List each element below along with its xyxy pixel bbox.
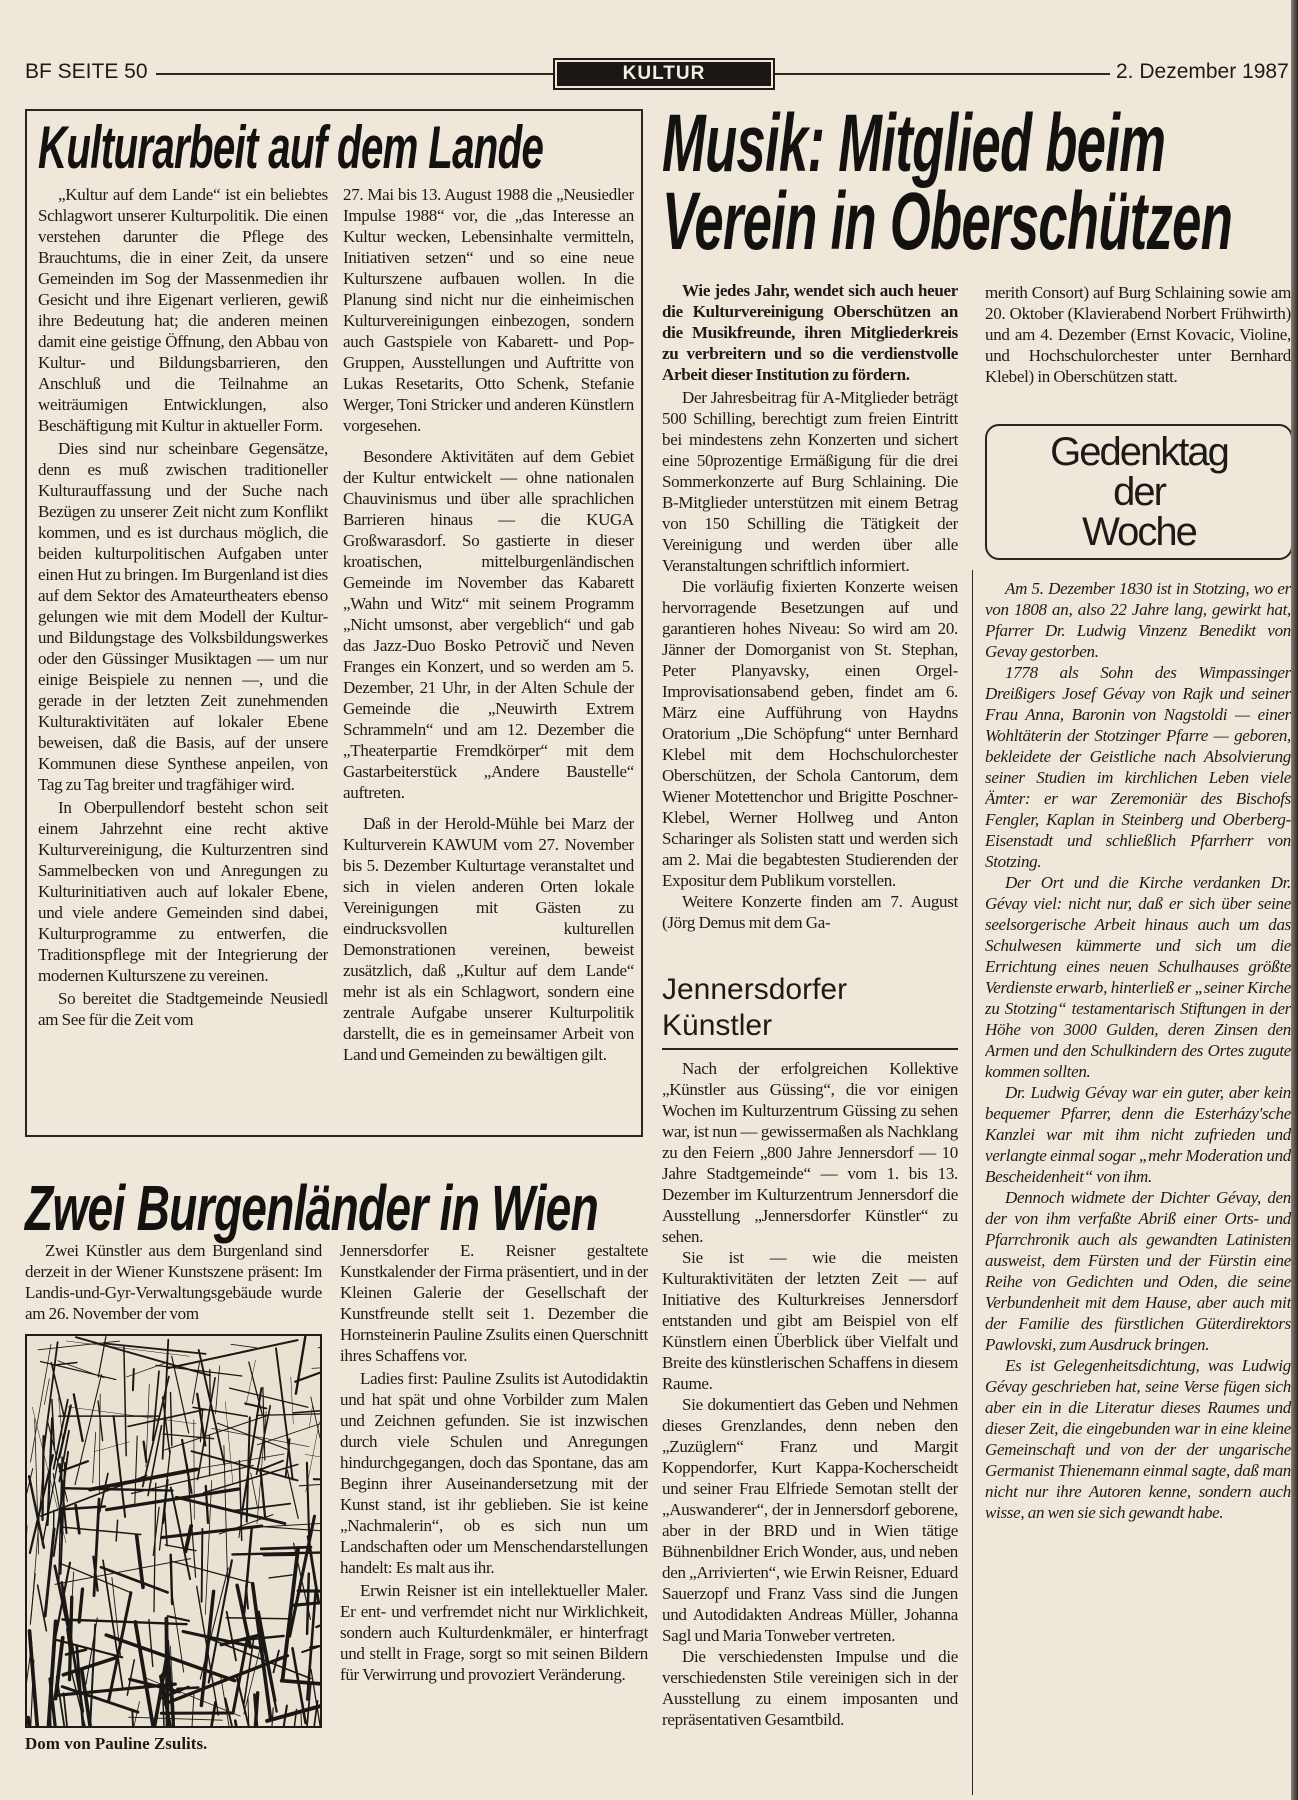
- paragraph: Weitere Konzerte finden am 7. August (Jörg Demus mit dem Ga-: [662, 892, 958, 932]
- header-rule-right: [775, 73, 1110, 75]
- sketch-stroke: [227, 1612, 236, 1661]
- sketch-stroke: [202, 1529, 203, 1602]
- sketch-stroke: [127, 1363, 166, 1377]
- sketch-stroke: [165, 1545, 196, 1551]
- gedenktag-title-line: der: [1113, 470, 1165, 514]
- sketch-stroke: [301, 1714, 303, 1726]
- paragraph: Sie ist — wie die meisten Kulturaktivitäten der letzten Zeit — auf Initiative des Kulturkreises Jennersdorf entstanden und gibt am Beispiel von elf Künstlern einen Überblick über Vielfalt und Breite des künstlerischen Schaffens in diesem Raume.: [662, 1248, 958, 1393]
- sketch-stroke: [166, 1619, 168, 1726]
- subheadline-rule: [662, 1048, 958, 1050]
- paragraph: Der Ort und die Kirche verdanken Dr. Gévay viel: nicht nur, daß er sich über seine seelsorgerische Arbeit hinaus auch um das Schulwesen kümmerte und sich um die Errichtung eines neuen Schulhauses größte Verdienste erwarb, hinterließ er „seiner Kirche zu Stotzing“ testamentarisch Stiftungen in der Höhe von 3000 Gulden, deren Zinsen den Armen und den Schulkindern des Ortes zugute kommen sollten.: [985, 873, 1291, 1081]
- paragraph: Am 5. Dezember 1830 ist in Stotzing, wo er von 1808 an, also 22 Jahre lang, gewirkt hat, Pfarrer Dr. Ludwig Vinzenz Benedikt von Gevay gestorben.: [985, 579, 1291, 661]
- paragraph: merith Consort) auf Burg Schlaining sowie am 20. Oktober (Klavierabend Norbert Frühwirth) und am 4. Dezember (Ernst Kovacic, Violine, und Hochschulorchester unter Bernhard Klebel) in Oberschützen statt.: [985, 283, 1291, 386]
- paragraph: Besondere Aktivitäten auf dem Gebiet der Kultur entwickelt — ohne nationalen Chauvinismus und über alle sprachlichen Barrieren hinaus — die KUGA Großwarasdorf. So gastierte in dieser kroatischen, mittelburgenländischen Gemeinde im November das Kabarett „Wahn und Witz“ mit seinem Programm „Nicht umsonst, aber vergeblich“ und gab das Jazz-Duo Bosko Petrovič und Neven Franges ein Konzert, und so werden am 5. Dezember, 21 Uhr, in der Alten Schule der Gemeinde die „Neuwirth Extrem Schrammeln“ und am 12. Dezember die „Theaterpartie Fremdkörper“ mit dem Gastarbeiterstück „Andere Baustelle“ auftreten.: [343, 447, 634, 802]
- paragraph: 27. Mai bis 13. August 1988 die „Neusiedler Impulse 1988“ vor, die „das Interesse an Kultur wecken, Lebensinhalte vermitteln, Initiativen setzen“ und so eine neue Kulturszene aufbauen wollen. In die Planung sind nicht nur die einheimischen Kulturvereinigungen einbezogen, sondern auch Gastspiele von Kabarett- und Pop-Gruppen, Ausstellungen und Auftritte von Lukas Resetarits, Otto Schenk, Stefanie Werger, Toni Stricker und anderen Künstlern vorgesehen.: [343, 185, 634, 435]
- sketch-stroke: [314, 1479, 320, 1483]
- article-kulturarbeit-col1: [38, 184, 328, 1132]
- paragraph: So bereitet die Stadtgemeinde Neusiedl am See für die Zeit vom: [38, 989, 328, 1029]
- sketch-stroke: [153, 1507, 159, 1555]
- paragraph: Dennoch widmete der Dichter Gévay, den der von ihm verfaßte Abriß einer Orts- und Pfarrchronik auch als gewandten Latinisten ausweist, dem Fürsten und der Fürstin eine Reihe von Gedichten und Oden, die seine Verbundenheit mit dem Hause, aber auch mit der Familie des fürstlichen Güterdirektors Pawlovski, zum Ausdruck bringen.: [985, 1188, 1291, 1354]
- sketch-stroke: [171, 1393, 172, 1446]
- gedenktag-body: [985, 578, 1291, 1793]
- gedenktag-title-line: Woche: [1082, 510, 1196, 554]
- headline-musik-line1: Musik: Mitglied beim: [662, 98, 1166, 189]
- sketch-stroke: [124, 1347, 126, 1456]
- sketch-stroke: [61, 1527, 141, 1535]
- sketch-stroke: [89, 1625, 95, 1726]
- section-label-text: KULTUR: [557, 62, 771, 86]
- page-number: BF SEITE 50: [25, 60, 148, 83]
- paragraph: In Oberpullendorf besteht schon seit einem Jahrzehnt eine recht aktive Kulturvereinigung, die Kulturzentren sind Sammelbecken von und Anregungen zu Kulturinitiativen auch auf lokaler Ebene, und viele andere Gemeinden sind dabei, Kulturprogramme zu entwerfen, die Traditionspflege mit der Integrierung der modernen Kulturszene zu vereinen.: [38, 798, 328, 985]
- sketch-stroke: [133, 1369, 134, 1390]
- paragraph: Die vorläufig fixierten Konzerte weisen hervorragende Besetzungen auf und garantieren hohes Niveau: So wird am 20. Jänner der Domorganist von St. Stephan, Peter Planyavsky, einen Orgel-Improvisationsabend geben, findet am 6. März eine Aufführung von Haydns Oratorium „Die Schöpfung“ unter Bernhard Klebel mit dem Hochschulorchester Oberschützen, der Schola Cantorum, dem Wiener Motettenchor und Brigitte Poschner-Klebel, Werner Hollweg und Anton Scharinger als Solisten statt und werden sich am 2. Mai die begabtesten Studierenden der Expositur dem Publikum vorstellen.: [662, 577, 958, 890]
- sketch-stroke: [103, 1560, 123, 1688]
- sketch-stroke: [299, 1485, 319, 1486]
- sketch-stroke: [231, 1344, 257, 1348]
- paragraph: Dies sind nur scheinbare Gegensätze, denn es muß zwischen traditioneller Kulturauffassung und der Suche nach Bezügen zu unserer Zeit nicht zum Konflikt kommen, und es ist durchaus möglich, die beiden kulturpolitischen Aufgaben unter einen Hut zu bringen. Im Burgenland ist dies auf dem Sektor des Amateurtheaters ebenso gelungen wie mit dem Modell der Kultur- und Bildungstage des Volksbildungswerkes oder den Güssinger Musiktagen — um nur einige Beispiele zu nennen —, und die gerade in der letzten Zeit zunehmenden Kulturaktivitäten auf lokaler Ebene beweisen, daß die Basis, auf der unsere Kommunen diese Synthese anpeilen, von Tag zu Tag breiter und tragfähiger wird.: [38, 439, 328, 794]
- lead-paragraph: Wie jedes Jahr, wendet sich auch heuer die Kulturvereinigung Oberschützen an die Musikfreunde, ihren Mitgliederkreis zu verbreitern und so die verdienstvolle Arbeit dieser Institution zu fördern.: [662, 281, 958, 384]
- headline-kulturarbeit: Kulturarbeit auf dem Lande: [38, 114, 544, 181]
- sketch-stroke: [116, 1520, 117, 1541]
- drawing-dom-illustration: [25, 1334, 322, 1728]
- headline-zwei-burgenlaender: Zwei Burgenländer in Wien: [25, 1172, 599, 1244]
- gedenktag-title-line: Gedenktag: [1050, 430, 1228, 474]
- sketch-stroke: [176, 1497, 285, 1523]
- headline-musik-line2: Verein in Oberschützen: [662, 176, 1233, 267]
- sketch-stroke: [309, 1405, 312, 1427]
- sketch-stroke: [45, 1529, 54, 1616]
- sketch-stroke: [143, 1377, 169, 1487]
- sketch-stroke: [172, 1561, 250, 1582]
- sketch-stroke: [261, 1547, 311, 1549]
- sketch-stroke: [232, 1552, 320, 1554]
- column-divider: [972, 570, 973, 1795]
- article-jennersdorf-body: [662, 1058, 958, 1793]
- article-musik-col2: [985, 282, 1291, 412]
- sketch-stroke: [101, 1567, 168, 1592]
- sketch-stroke: [318, 1336, 320, 1348]
- paragraph: Jennersdorfer E. Reisner gestaltete Kunstkalender der Firma präsentiert, und in der Kleinen Galerie der Gesellschaft der Kunstfreunde stellt seit 1. Dezember die Hornsteinerin Pauline Zsulits einen Querschnitt ihres Schaffens vor.: [340, 1241, 648, 1365]
- sketch-stroke: [61, 1509, 62, 1533]
- sketch-stroke: [40, 1362, 116, 1380]
- sketch-stroke: [146, 1384, 149, 1467]
- sketch-stroke: [276, 1348, 293, 1479]
- sketch-strokes: [27, 1336, 320, 1726]
- sketch-stroke: [137, 1535, 143, 1587]
- sketch-stroke: [269, 1575, 292, 1578]
- subheadline-jennersdorfer: [662, 972, 847, 1044]
- article-wien-col1: [25, 1240, 322, 1332]
- article-kulturarbeit-col2: [343, 184, 634, 1132]
- sketch-stroke: [224, 1446, 228, 1584]
- sketch-stroke: [296, 1337, 305, 1394]
- paragraph: 1778 als Sohn des Wimpassinger Dreißigers Josef Gévay von Rajk und seiner Frau Anna, Baronin von Nagstoldi — einer Wohltäterin der Stotzinger Pfarre — geboren, bekleidete der Geistliche nach Absolvierung seiner Studien im kirchlichen Leben viele Ämter: er war Zeremoniär des Bischofs Fengler, Kaplan in Steinberg und Oberberg-Eisenstadt und schließlich Pfarrherr von Stotzing.: [985, 663, 1291, 871]
- section-label: [553, 58, 775, 90]
- sketch-stroke: [30, 1574, 35, 1625]
- sketch-stroke: [306, 1422, 320, 1492]
- sketch-stroke: [291, 1377, 294, 1424]
- paragraph: Es ist Gelegenheitsdichtung, was Ludwig Gévay geschrieben hat, seine Verse fügen sich aber ein in die Literatur dieses Raumes und dieser Zeit, die eingebunden war in eine kleine Gemeinschaft und von der der ungarische Germanist Thienemann einmal sagte, daß man nicht nur ihre Autoren kenne, sondern auch wisse, an wen sie sich gewandt habe.: [985, 1356, 1291, 1522]
- paragraph: Sie dokumentiert das Geben und Nehmen dieses Grenzlandes, denn neben den „Zuzüglern“ Franz und Margit Koppendorfer, Kurt Kappa-Kocherscheidt und seiner Frau Elfriede Semotan stellt der „Auswanderer“, der in Jennersdorf geborene, aber in der BRD und in Wien tätige Bühnenbildner Erich Wonder, aus, und neben den „Arrivierten“, wie Erwin Reisner, Eduard Sauerzopf und Franz Vass sind die Jungen und Autodidakten Andreas Müller, Johanna Sagl und Maria Tonweber vertreten.: [662, 1395, 958, 1645]
- paragraph: Zwei Künstler aus dem Burgenland sind derzeit in der Wiener Kunstszene präsent: Im Landis-und-Gyr-Verwaltungsgebäude wurde am 26. November der vom: [25, 1241, 322, 1323]
- article-musik-col1: [662, 280, 958, 967]
- sketch-stroke: [27, 1469, 33, 1550]
- sketch-stroke: [235, 1721, 239, 1726]
- sketch-stroke: [93, 1432, 96, 1483]
- paragraph: Die verschiedensten Impulse und die verschiedensten Stile vereinigen sich in der Ausstellung zu einem imposanten und repräsentativen Gesamtbild.: [662, 1647, 958, 1729]
- sketch-stroke: [204, 1464, 298, 1492]
- sketch-stroke: [194, 1420, 195, 1519]
- page-binding-edge: [1291, 0, 1298, 1800]
- sketch-stroke: [129, 1717, 223, 1720]
- gedenktag-title-box: [985, 424, 1293, 560]
- sketch-stroke: [79, 1589, 82, 1622]
- issue-date: 2. Dezember 1987: [1116, 60, 1289, 83]
- sketch-stroke: [66, 1341, 189, 1356]
- sketch-stroke: [183, 1632, 264, 1650]
- sketch-stroke: [75, 1375, 101, 1485]
- sketch-stroke: [293, 1404, 320, 1413]
- article-wien-col2: [340, 1240, 648, 1795]
- sketch-stroke: [74, 1394, 83, 1441]
- paragraph: Nach der erfolgreichen Kollektive „Künstler aus Güssing“, die vor einigen Wochen im Kulturzentrum Güssing zu sehen war, ist nun — gewissermaßen als Nachklang zu den Feiern „800 Jahre Jennersdorf — 10 Jahre Stadtgemeinde“ — vom 1. bis 13. Dezember im Kulturzentrum Jennersdorf die Ausstellung „Jennersdorfer Künstler“ zu sehen.: [662, 1059, 958, 1246]
- header-rule-left: [156, 73, 553, 75]
- sketch-stroke: [114, 1416, 126, 1517]
- sketch-stroke: [135, 1436, 137, 1503]
- sketch-stroke: [168, 1616, 189, 1621]
- subheadline-line: Jennersdorfer: [662, 973, 848, 1006]
- sketch-stroke: [182, 1440, 191, 1493]
- sketch-stroke: [54, 1363, 77, 1366]
- sketch-stroke: [121, 1702, 139, 1727]
- sketch-stroke: [311, 1397, 320, 1438]
- sketch-stroke: [76, 1337, 210, 1375]
- sketch-stroke: [298, 1591, 320, 1592]
- sketch-stroke: [54, 1400, 68, 1469]
- sketch-stroke: [135, 1622, 154, 1726]
- paragraph: „Kultur auf dem Lande“ ist ein beliebtes Schlagwort unserer Kulturpolitik. Die einen verstehen darunter die Pflege des Brauchtums, die in einer Zeit, da unsere Gemeinden im Sog der Massenmedien ihr Gesicht und ihre Eigenart verlieren, gewiß ihre Bedeutung hat; die anderen meinen damit eine geistige Öffnung, den Abbau von Kultur- und Bildungsbarrieren, den Anschluß und die Teilnahme an weiträumigen Entwicklungen, also Beschäftigung mit Kultur in aktueller Form.: [38, 185, 328, 435]
- subheadline-line: Künstler: [662, 1009, 773, 1042]
- sketch-stroke: [44, 1379, 49, 1405]
- sketch-stroke: [149, 1620, 153, 1667]
- sketch-stroke: [64, 1693, 76, 1726]
- image-caption: Dom von Pauline Zsulits.: [25, 1734, 208, 1753]
- paragraph: Ladies first: Pauline Zsulits ist Autodidaktin und hat spät und ohne Vorbilder zum Malen und Zeichnen gefunden. Sie ist inzwischen durch viele Schulen und Anregungen hindurchgegangen, doch das Spontane, das am Beginn ihrer Auseinandersetzung mit der Kunst stand, ist ihr geblieben. Sie ist keine „Nachmalerin“, ob es sich nun um Landschaften oder um Menschendarstellungen handelt: Es malt aus ihr.: [340, 1369, 648, 1577]
- paragraph: Dr. Ludwig Gévay war ein guter, aber kein bequemer Pfarrer, denn die Esterházy'sche Kanzlei war mit ihm nicht zufrieden und verlangte einmal sogar „mehr Moderation und Bescheidenheit“ von ihm.: [985, 1083, 1291, 1186]
- sketch-stroke: [186, 1526, 192, 1551]
- paragraph: Der Jahresbeitrag für A-Mitglieder beträgt 500 Schilling, berechtigt zum freien Eintritt bei mindestens zehn Konzerten und sichert eine 50prozentige Ermäßigung für die drei Sommerkonzerte auf Burg Schlaining. Die B-Mitglieder unterstützen mit einem Betrag von 150 Schilling die Tätigkeit der Vereinigung und werden über alle Veranstaltungen schriftlich informiert.: [662, 388, 958, 575]
- paragraph: Daß in der Herold-Mühle bei Marz der Kulturverein KAWUM vom 27. November bis 5. Dezember Kulturtage veranstaltet und sich in vielen anderen Orten lokale Vereinigungen mit Gästen zu eindrucksvollen kulturellen Demonstrationen vereinen, beweist zusätzlich, daß „Kultur auf dem Lande“ mehr ist als ein Schlagwort, sondern eine zentrale Aufgabe unserer Kulturpolitik darstellt, die es in gemeinsamer Arbeit von Land und Gemeinden zu bewältigen gilt.: [343, 814, 634, 1064]
- paragraph: Erwin Reisner ist ein intellektueller Maler. Er ent- und verfremdet nicht nur Wirklichkeit, sondern auch Kulturdenkmäler, er hinterfragt und stellt in Frage, sorgt so mit seinen Bildern für Verwirrung und provoziert Veränderung.: [340, 1581, 648, 1684]
- sketch-stroke: [312, 1367, 320, 1369]
